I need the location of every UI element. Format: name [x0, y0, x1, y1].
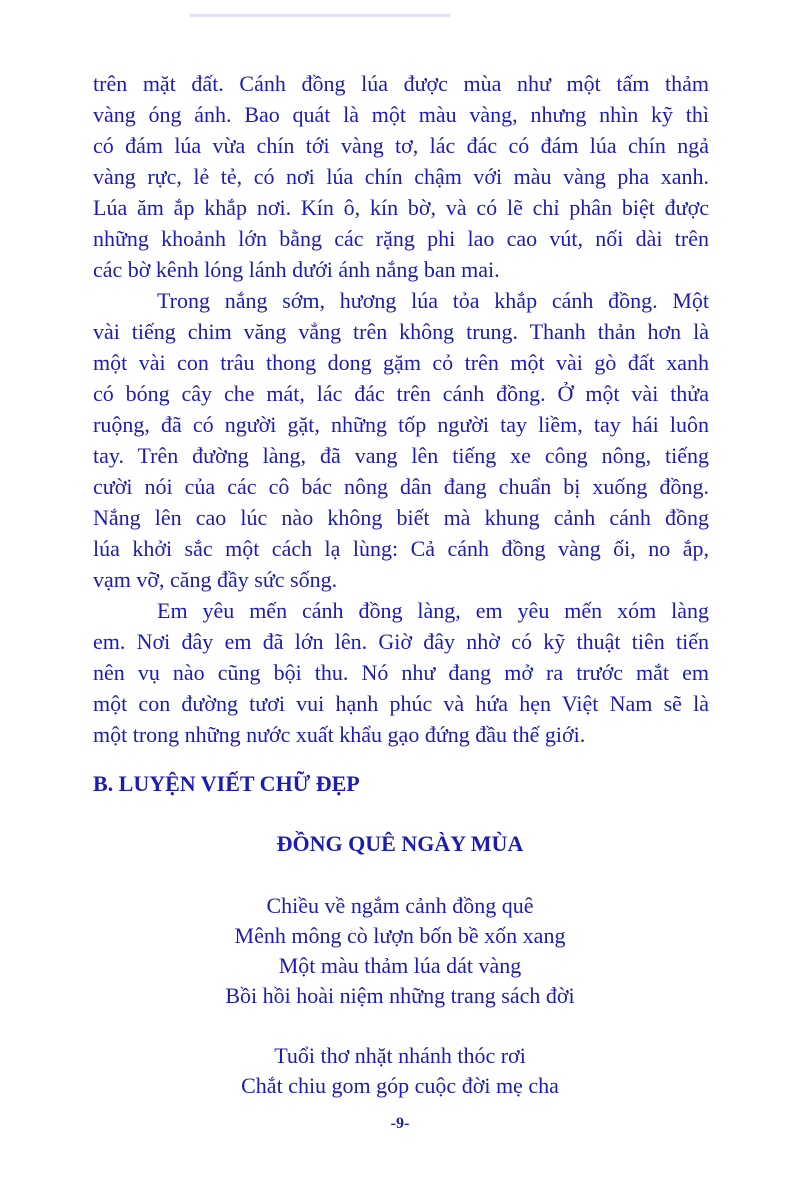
paragraph-2-line-7: cười nói của các cô bác nông dân đang chuẩn bị xuống đồng.	[93, 474, 709, 499]
paragraph-3-line-1: Em yêu mến cánh đồng làng, em yêu mến xóm làng	[157, 598, 709, 623]
paragraph-1-line-1: trên mặt đất. Cánh đồng lúa được mùa như một tấm thảm	[93, 71, 709, 96]
section-heading: B. LUYỆN VIẾT CHỮ ĐẸP	[93, 771, 360, 796]
poem-title: ĐỒNG QUÊ NGÀY MÙA	[276, 831, 524, 856]
paragraph-1-line-4: vàng rực, lẻ tẻ, có nơi lúa chín chậm với màu vàng pha xanh.	[93, 164, 709, 189]
paragraph-2-line-5: ruộng, đã có người gặt, những tốp người tay liềm, tay hái luôn	[93, 412, 709, 437]
paragraph-1-line-2: vàng óng ánh. Bao quát là một màu vàng, nhưng nhìn kỹ thì	[93, 102, 709, 127]
paragraph-2-line-4: có bóng cây che mát, lác đác trên cánh đồng. Ở một vài thửa	[93, 381, 709, 406]
paragraph-1-line-5: Lúa ăm ắp khắp nơi. Kín ô, kín bờ, và có lẽ chỉ phân biệt được	[93, 195, 709, 220]
poem-line-3: Một màu thảm lúa dát vàng	[278, 953, 522, 978]
poem-line-1: Chiều về ngắm cảnh đồng quê	[266, 893, 534, 918]
scan-smudge	[190, 8, 450, 26]
poem-line-5: Tuổi thơ nhặt nhánh thóc rơi	[274, 1043, 526, 1068]
paragraph-2-line-1: Trong nắng sớm, hương lúa tỏa khắp cánh đồng. Một	[157, 288, 709, 313]
paragraph-2-line-8: Nắng lên cao lúc nào không biết mà khung cảnh cánh đồng	[93, 505, 709, 530]
page-number: -9-	[390, 1115, 410, 1132]
paragraph-2-line-6: tay. Trên đường làng, đã vang lên tiếng xe công nông, tiếng	[93, 443, 709, 468]
poem-line-4: Bồi hồi hoài niệm những trang sách đời	[225, 983, 575, 1008]
paragraph-3-line-3: nên vụ nào cũng bội thu. Nó như đang mở ra trước mắt em	[93, 660, 709, 685]
poem-line-6: Chắt chiu gom góp cuộc đời mẹ cha	[241, 1073, 559, 1098]
paragraph-2-line-9: lúa khởi sắc một cách lạ lùng: Cả cánh đồng vàng ối, no ắp,	[93, 536, 709, 561]
paragraph-3-line-5: một trong những nước xuất khẩu gạo đứng đầu thế giới.	[93, 722, 586, 747]
paragraph-1-line-3: có đám lúa vừa chín tới vàng tơ, lác đác có đám lúa chín ngả	[93, 133, 709, 158]
paragraph-3-line-2: em. Nơi đây em đã lớn lên. Giờ đây nhờ có kỹ thuật tiên tiến	[93, 629, 709, 654]
paragraph-2-line-2: vài tiếng chim văng vẳng trên không trung. Thanh thản hơn là	[93, 319, 709, 344]
paragraph-1-line-7: các bờ kênh lóng lánh dưới ánh nắng ban mai.	[93, 257, 500, 282]
paragraph-2-line-3: một vài con trâu thong dong gặm cỏ trên một vài gò đất xanh	[93, 350, 709, 375]
paragraph-3-line-4: một con đường tươi vui hạnh phúc và hứa hẹn Việt Nam sẽ là	[93, 691, 709, 716]
poem-line-2: Mênh mông cò lượn bốn bề xốn xang	[234, 923, 566, 948]
paragraph-2-line-10: vạm vỡ, căng đầy sức sống.	[93, 567, 338, 592]
paragraph-1-line-6: những khoảnh lớn bằng các rặng phi lao cao vút, nối dài trên	[93, 226, 709, 251]
